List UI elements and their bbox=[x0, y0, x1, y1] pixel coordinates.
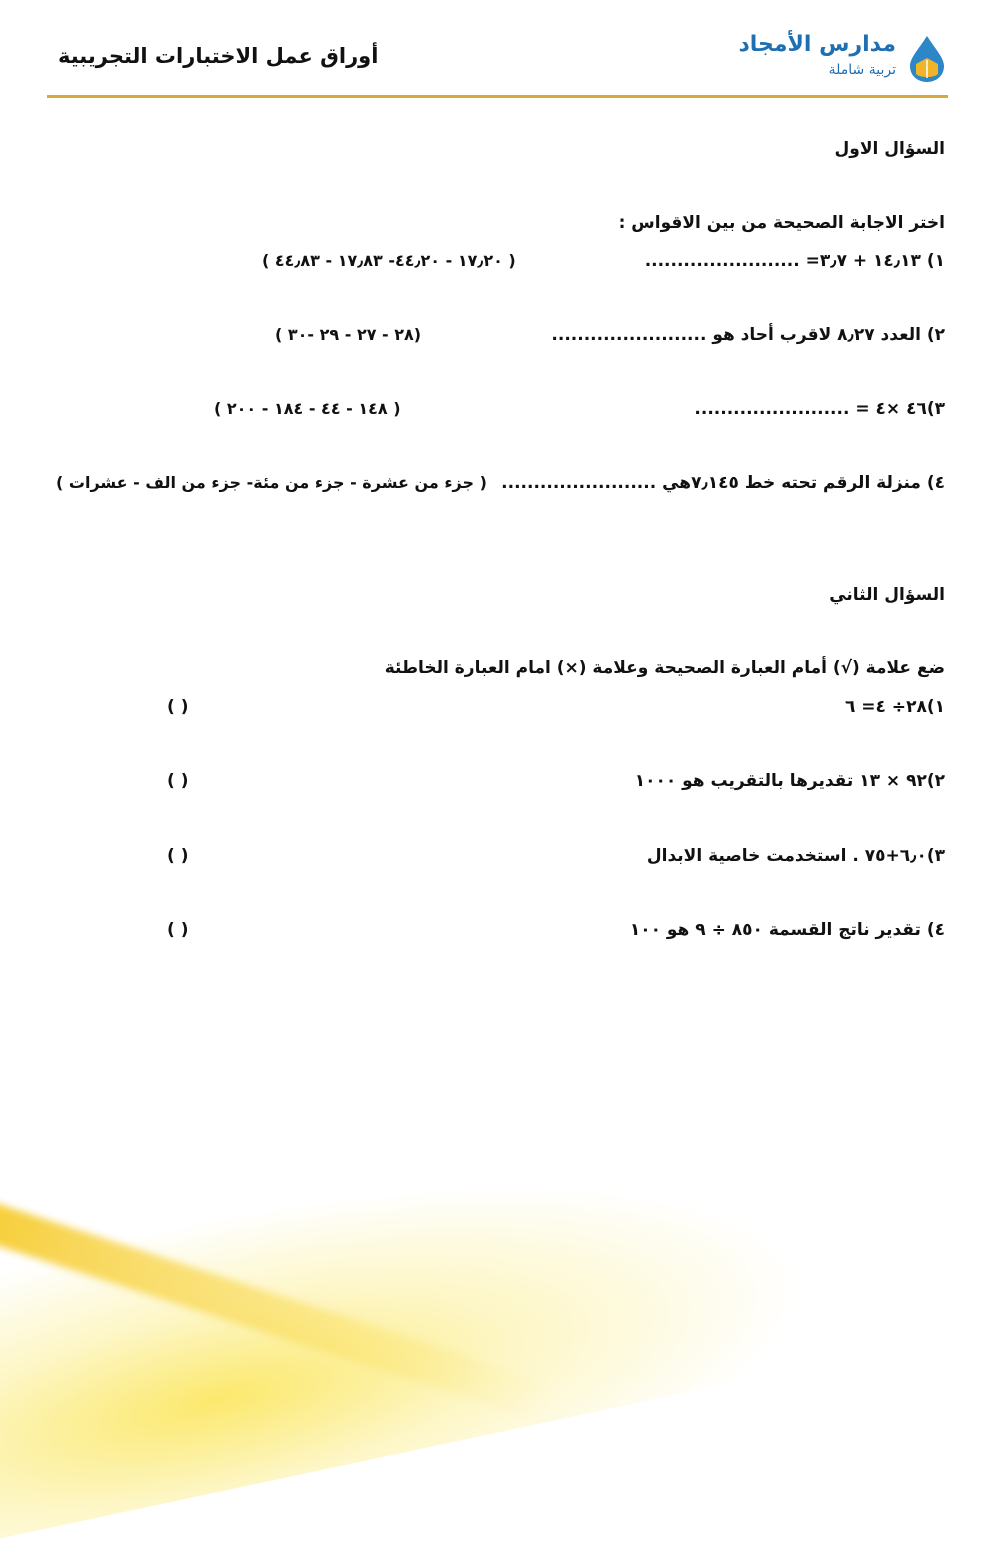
q2-item-3: ٣)٦٫٠+٧٥ . استخدمت خاصية الابدال bbox=[646, 846, 945, 866]
q1-item-4-options: ( جزء من عشرة - جزء من مئة- جزء من الف - عشرات ) bbox=[56, 473, 487, 492]
question-2-instruction: ضع علامة (√) أمام العبارة الصحيحة وعلامة (×) امام العبارة الخاطئة bbox=[384, 658, 945, 678]
q2-item-1: ١)٢٨÷ ٤= ٦ bbox=[844, 697, 945, 717]
q2-item-2-answer-box[interactable]: ( ) bbox=[167, 771, 189, 791]
q2-item-3-answer-box[interactable]: ( ) bbox=[167, 846, 189, 866]
page-title: أوراق عمل الاختبارات التجريبية bbox=[58, 44, 379, 68]
q1-item-2: ٢) العدد ٨٫٢٧ لاقرب أحاد هو ........................ bbox=[551, 325, 945, 345]
q1-item-3-options: ( ١٤٨ - ٤٤ - ١٨٤ - ٢٠٠ ) bbox=[214, 399, 401, 418]
q1-item-1: ١) ١٤٫١٣ + ٣٫٧= ........................ bbox=[644, 251, 945, 271]
q1-item-4: ٤) منزلة الرقم تحته خط ٧٫١٤٥هي ........................ bbox=[501, 473, 945, 493]
q1-item-3: ٣)٤٦ ×٤ = ........................ bbox=[694, 399, 945, 419]
decorative-background-streak bbox=[0, 1049, 920, 1550]
logo-tagline: تربية شاملة bbox=[828, 62, 896, 78]
q2-item-4-answer-box[interactable]: ( ) bbox=[167, 920, 189, 940]
q2-item-4: ٤) تقدير ناتج القسمة ٨٥٠ ÷ ٩ هو ١٠٠ bbox=[629, 920, 945, 940]
q1-item-2-options: (٢٨ - ٢٧ - ٢٩ -٣٠ ) bbox=[275, 325, 422, 344]
q2-item-2: ٢)٩٢ × ١٣ تقديرها بالتقريب هو ١٠٠٠ bbox=[634, 771, 945, 791]
logo-name: مدارس الأمجاد bbox=[738, 32, 896, 57]
q1-item-1-options: ( ١٧٫٢٠ - ٤٤٫٢٠- ١٧٫٨٣ - ٤٤٫٨٣ ) bbox=[262, 251, 516, 270]
decorative-background-streak bbox=[0, 1198, 551, 1421]
header-divider bbox=[47, 95, 948, 98]
question-1-instruction: اختر الاجابة الصحيحة من بين الاقواس : bbox=[618, 213, 945, 233]
question-1-heading: السؤال الاول bbox=[834, 139, 945, 159]
question-2-heading: السؤال الثاني bbox=[829, 585, 945, 605]
logo-drop-icon bbox=[906, 34, 948, 84]
q2-item-1-answer-box[interactable]: ( ) bbox=[167, 697, 189, 717]
